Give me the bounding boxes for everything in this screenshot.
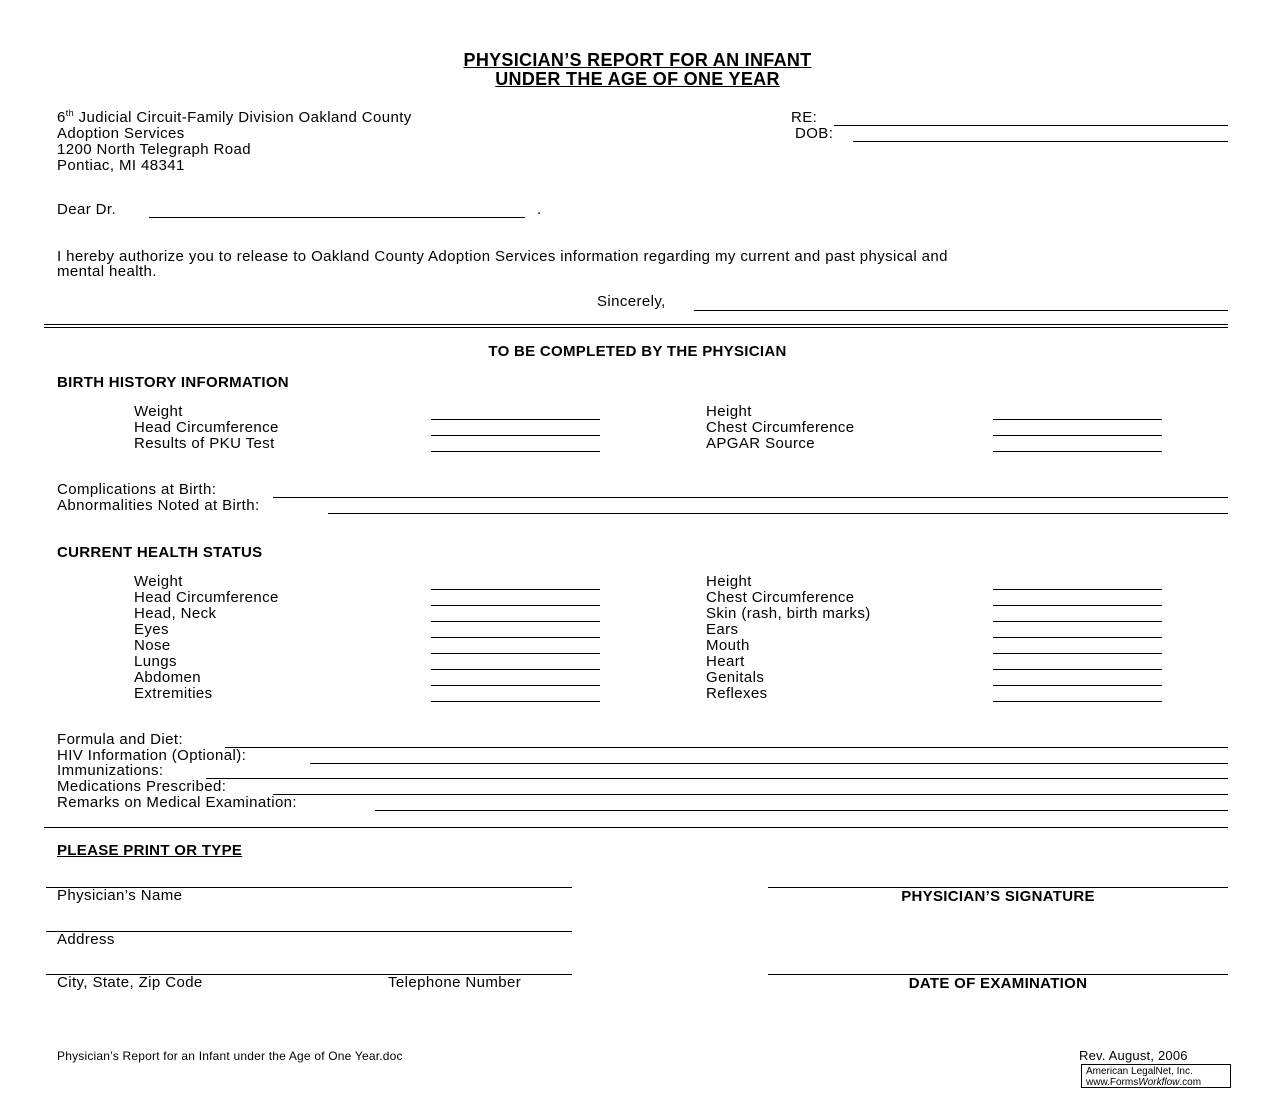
birth-height-label: Height bbox=[706, 403, 752, 420]
birth-history-heading: BIRTH HISTORY INFORMATION bbox=[57, 374, 289, 391]
complications-label: Complications at Birth: bbox=[57, 481, 217, 498]
address-field[interactable] bbox=[46, 931, 572, 932]
heart-label: Heart bbox=[706, 653, 745, 670]
hiv-field[interactable] bbox=[310, 763, 1228, 764]
genitals-label: Genitals bbox=[706, 669, 765, 686]
medications-field[interactable] bbox=[273, 794, 1228, 795]
salutation-period: . bbox=[537, 201, 542, 218]
authorization-line-1: I hereby authorize you to release to Oakland County Adoption Services information regarding my current and past physical and bbox=[57, 248, 948, 265]
birth-head-circumference-field[interactable] bbox=[431, 435, 600, 436]
lungs-field[interactable] bbox=[431, 669, 600, 670]
address-label: Address bbox=[57, 931, 115, 948]
doctor-name-field[interactable] bbox=[149, 217, 525, 218]
legalnet-badge bbox=[1081, 1064, 1231, 1088]
extremities-label: Extremities bbox=[134, 685, 213, 702]
address-line-1-suffix: th bbox=[65, 108, 75, 118]
abdomen-field[interactable] bbox=[431, 685, 600, 686]
birth-pku-field[interactable] bbox=[431, 451, 600, 452]
abnormalities-label: Abnormalities Noted at Birth: bbox=[57, 497, 260, 514]
address-line-3: 1200 North Telegraph Road bbox=[57, 141, 252, 158]
current-height-label: Height bbox=[706, 573, 752, 590]
physician-signature-label: PHYSICIAN’S SIGNATURE bbox=[901, 888, 1095, 905]
reflexes-label: Reflexes bbox=[706, 685, 768, 702]
telephone-label: Telephone Number bbox=[388, 974, 522, 991]
divider-lower bbox=[44, 827, 1228, 828]
physician-name-label: Physician’s Name bbox=[57, 887, 183, 904]
remarks-field[interactable] bbox=[375, 810, 1228, 811]
birth-chest-circumference-field[interactable] bbox=[993, 435, 1162, 436]
eyes-field[interactable] bbox=[431, 637, 600, 638]
skin-field[interactable] bbox=[993, 621, 1162, 622]
footer-revision: Rev. August, 2006 bbox=[1079, 1048, 1188, 1063]
medications-label: Medications Prescribed: bbox=[57, 778, 227, 795]
title-line-1: PHYSICIAN’S REPORT FOR AN INFANT bbox=[463, 50, 812, 70]
nose-label: Nose bbox=[134, 637, 171, 654]
current-weight-field[interactable] bbox=[431, 589, 600, 590]
abnormalities-field[interactable] bbox=[328, 513, 1228, 514]
head-neck-label: Head, Neck bbox=[134, 605, 217, 622]
badge-line-2 bbox=[1086, 1077, 1226, 1088]
birth-height-field[interactable] bbox=[993, 419, 1162, 420]
divider-top bbox=[44, 324, 1228, 325]
eyes-label: Eyes bbox=[134, 621, 169, 638]
current-height-field[interactable] bbox=[993, 589, 1162, 590]
current-weight-label: Weight bbox=[134, 573, 183, 590]
badge-line-1: American LegalNet, Inc. bbox=[1086, 1066, 1193, 1077]
reflexes-field[interactable] bbox=[993, 701, 1162, 702]
formula-label: Formula and Diet: bbox=[57, 731, 184, 748]
ears-field[interactable] bbox=[993, 637, 1162, 638]
city-state-zip-label: City, State, Zip Code bbox=[57, 974, 203, 991]
birth-chest-circumference-label: Chest Circumference bbox=[706, 419, 855, 436]
badge-line-2-suffix: .com bbox=[1179, 1077, 1202, 1088]
dob-label: DOB: bbox=[795, 125, 834, 142]
mouth-field[interactable] bbox=[993, 653, 1162, 654]
footer-filename: Physician’s Report for an Infant under the Age of One Year.doc bbox=[57, 1049, 403, 1063]
ears-label: Ears bbox=[706, 621, 739, 638]
address-line-2: Adoption Services bbox=[57, 125, 185, 142]
title-line-2: UNDER THE AGE OF ONE YEAR bbox=[495, 69, 780, 89]
birth-weight-field[interactable] bbox=[431, 419, 600, 420]
skin-label: Skin (rash, birth marks) bbox=[706, 605, 871, 622]
immunizations-field[interactable] bbox=[206, 778, 1228, 779]
birth-apgar-label: APGAR Source bbox=[706, 435, 816, 452]
current-head-circumference-label: Head Circumference bbox=[134, 589, 279, 606]
genitals-field[interactable] bbox=[993, 685, 1162, 686]
salutation: Dear Dr. bbox=[57, 201, 117, 218]
dob-field[interactable] bbox=[853, 141, 1228, 142]
extremities-field[interactable] bbox=[431, 701, 600, 702]
immunizations-label: Immunizations: bbox=[57, 762, 164, 779]
abdomen-label: Abdomen bbox=[134, 669, 202, 686]
physician-section-header: TO BE COMPLETED BY THE PHYSICIAN bbox=[488, 343, 787, 360]
birth-pku-label: Results of PKU Test bbox=[134, 435, 275, 452]
print-heading: PLEASE PRINT OR TYPE bbox=[57, 842, 243, 859]
address-line-1-text: Judicial Circuit-Family Division Oakland County bbox=[74, 109, 412, 126]
current-chest-circumference-label: Chest Circumference bbox=[706, 589, 855, 606]
formula-field[interactable] bbox=[225, 747, 1228, 748]
birth-weight-label: Weight bbox=[134, 403, 183, 420]
nose-field[interactable] bbox=[431, 653, 600, 654]
badge-line-2-workflow: Workflow bbox=[1138, 1077, 1180, 1088]
address-line-1 bbox=[57, 110, 412, 126]
closing: Sincerely, bbox=[597, 293, 666, 310]
re-field[interactable] bbox=[834, 125, 1228, 126]
examination-date-label: DATE OF EXAMINATION bbox=[908, 975, 1088, 992]
head-neck-field[interactable] bbox=[431, 621, 600, 622]
current-head-circumference-field[interactable] bbox=[431, 605, 600, 606]
mouth-label: Mouth bbox=[706, 637, 750, 654]
heart-field[interactable] bbox=[993, 669, 1162, 670]
current-health-heading: CURRENT HEALTH STATUS bbox=[57, 544, 263, 561]
signature-field[interactable] bbox=[694, 310, 1228, 311]
authorization-line-2: mental health. bbox=[57, 263, 157, 280]
badge-line-2-prefix: www.Forms bbox=[1086, 1077, 1139, 1088]
birth-head-circumference-label: Head Circumference bbox=[134, 419, 279, 436]
divider-bottom bbox=[44, 327, 1228, 328]
address-line-1-number: 6 bbox=[57, 109, 66, 126]
re-label: RE: bbox=[791, 109, 818, 126]
current-chest-circumference-field[interactable] bbox=[993, 605, 1162, 606]
remarks-label: Remarks on Medical Examination: bbox=[57, 794, 297, 811]
complications-field[interactable] bbox=[273, 497, 1228, 498]
lungs-label: Lungs bbox=[134, 653, 177, 670]
address-line-4: Pontiac, MI 48341 bbox=[57, 157, 185, 174]
hiv-label: HIV Information (Optional): bbox=[57, 747, 247, 764]
birth-apgar-field[interactable] bbox=[993, 451, 1162, 452]
